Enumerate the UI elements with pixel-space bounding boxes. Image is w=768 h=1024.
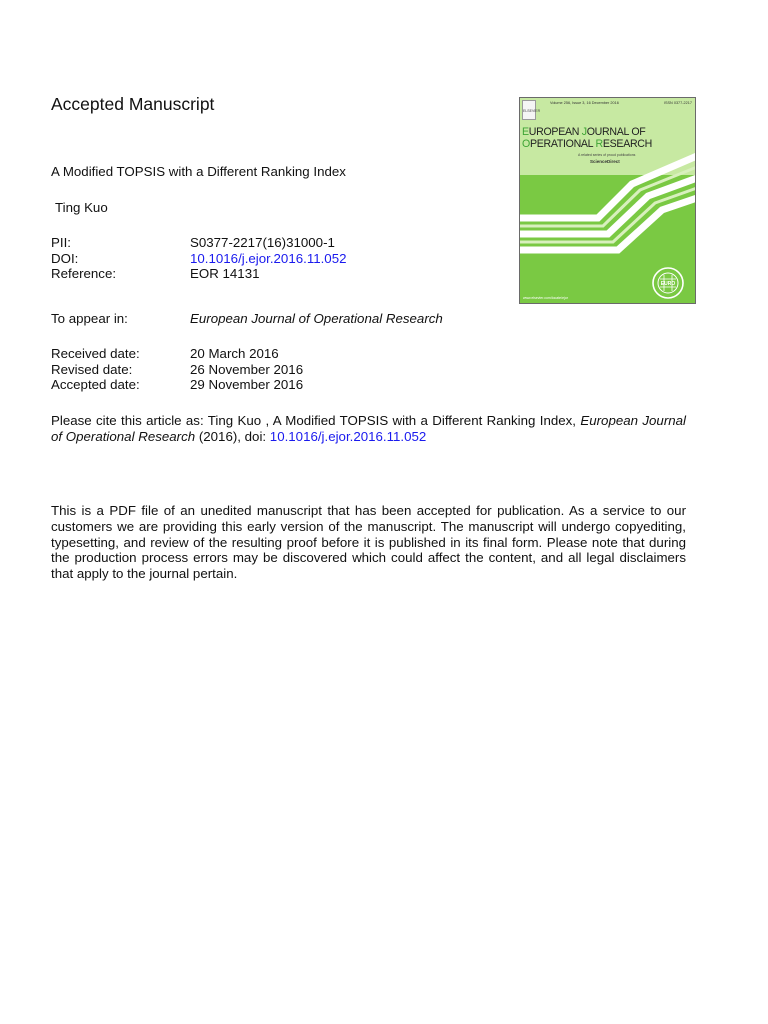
cover-url: www.elsevier.com/locate/ejor — [523, 296, 568, 300]
disclaimer-paragraph: This is a PDF file of an unedited manuscript that has been accepted for publication. As a service to our customers we are providing this early version of the manuscript. The manuscript will undergo copyediting, typesetting, and review of the resulting proof before it is published in its final form. Please note that during the production process errors may be discovered which could affect the content, and all legal disclaimers that apply to the journal pertain. — [51, 503, 686, 582]
revised-date-label: Revised date: — [51, 362, 133, 377]
pii-label: PII: — [51, 235, 71, 250]
accepted-date-label: Accepted date: — [51, 377, 140, 392]
elsevier-logo-icon: ELSEVIER — [522, 100, 536, 120]
revised-date-value: 26 November 2016 — [190, 362, 304, 377]
cover-volume-line: Volume 256, Issue 3, 16 December 2016 — [550, 101, 619, 105]
received-date-value: 20 March 2016 — [190, 346, 279, 361]
doi-label: DOI: — [51, 251, 79, 266]
citation-paragraph — [51, 413, 686, 445]
cover-sciencedirect: ScienceDirect — [590, 159, 620, 164]
journal-cover — [519, 97, 696, 304]
accepted-date-value: 29 November 2016 — [190, 377, 304, 392]
appear-journal: European Journal of Operational Research — [190, 311, 443, 326]
cover-journal-title: EUROPEAN JOURNAL OF OPERATIONAL RESEARCH — [522, 126, 653, 150]
svg-text:EURO: EURO — [660, 281, 676, 287]
appear-label: To appear in: — [51, 311, 128, 326]
pii-value: S0377-2217(16)31000-1 — [190, 235, 335, 250]
cover-subtitle: A related series of proud publications — [578, 153, 636, 157]
received-date-label: Received date: — [51, 346, 140, 361]
reference-value: EOR 14131 — [190, 266, 260, 281]
article-title: A Modified TOPSIS with a Different Ranking Index — [51, 164, 346, 179]
citation-prefix: Please cite this article as: Ting Kuo , A Modified TOPSIS with a Different Ranking Index, — [51, 413, 581, 428]
doi-link[interactable]: 10.1016/j.ejor.2016.11.052 — [190, 251, 347, 266]
citation-doi-link[interactable]: 10.1016/j.ejor.2016.11.052 — [269, 428, 427, 444]
page-heading: Accepted Manuscript — [51, 94, 215, 114]
author-name: Ting Kuo — [55, 200, 108, 215]
reference-label: Reference: — [51, 266, 117, 281]
euro-logo-icon — [651, 266, 685, 300]
citation-journal: European Journal of Operational Research — [51, 413, 686, 444]
citation-middle: (2016), doi: — [195, 428, 270, 444]
cover-issn: ISSN 0377-2217 — [663, 101, 692, 105]
